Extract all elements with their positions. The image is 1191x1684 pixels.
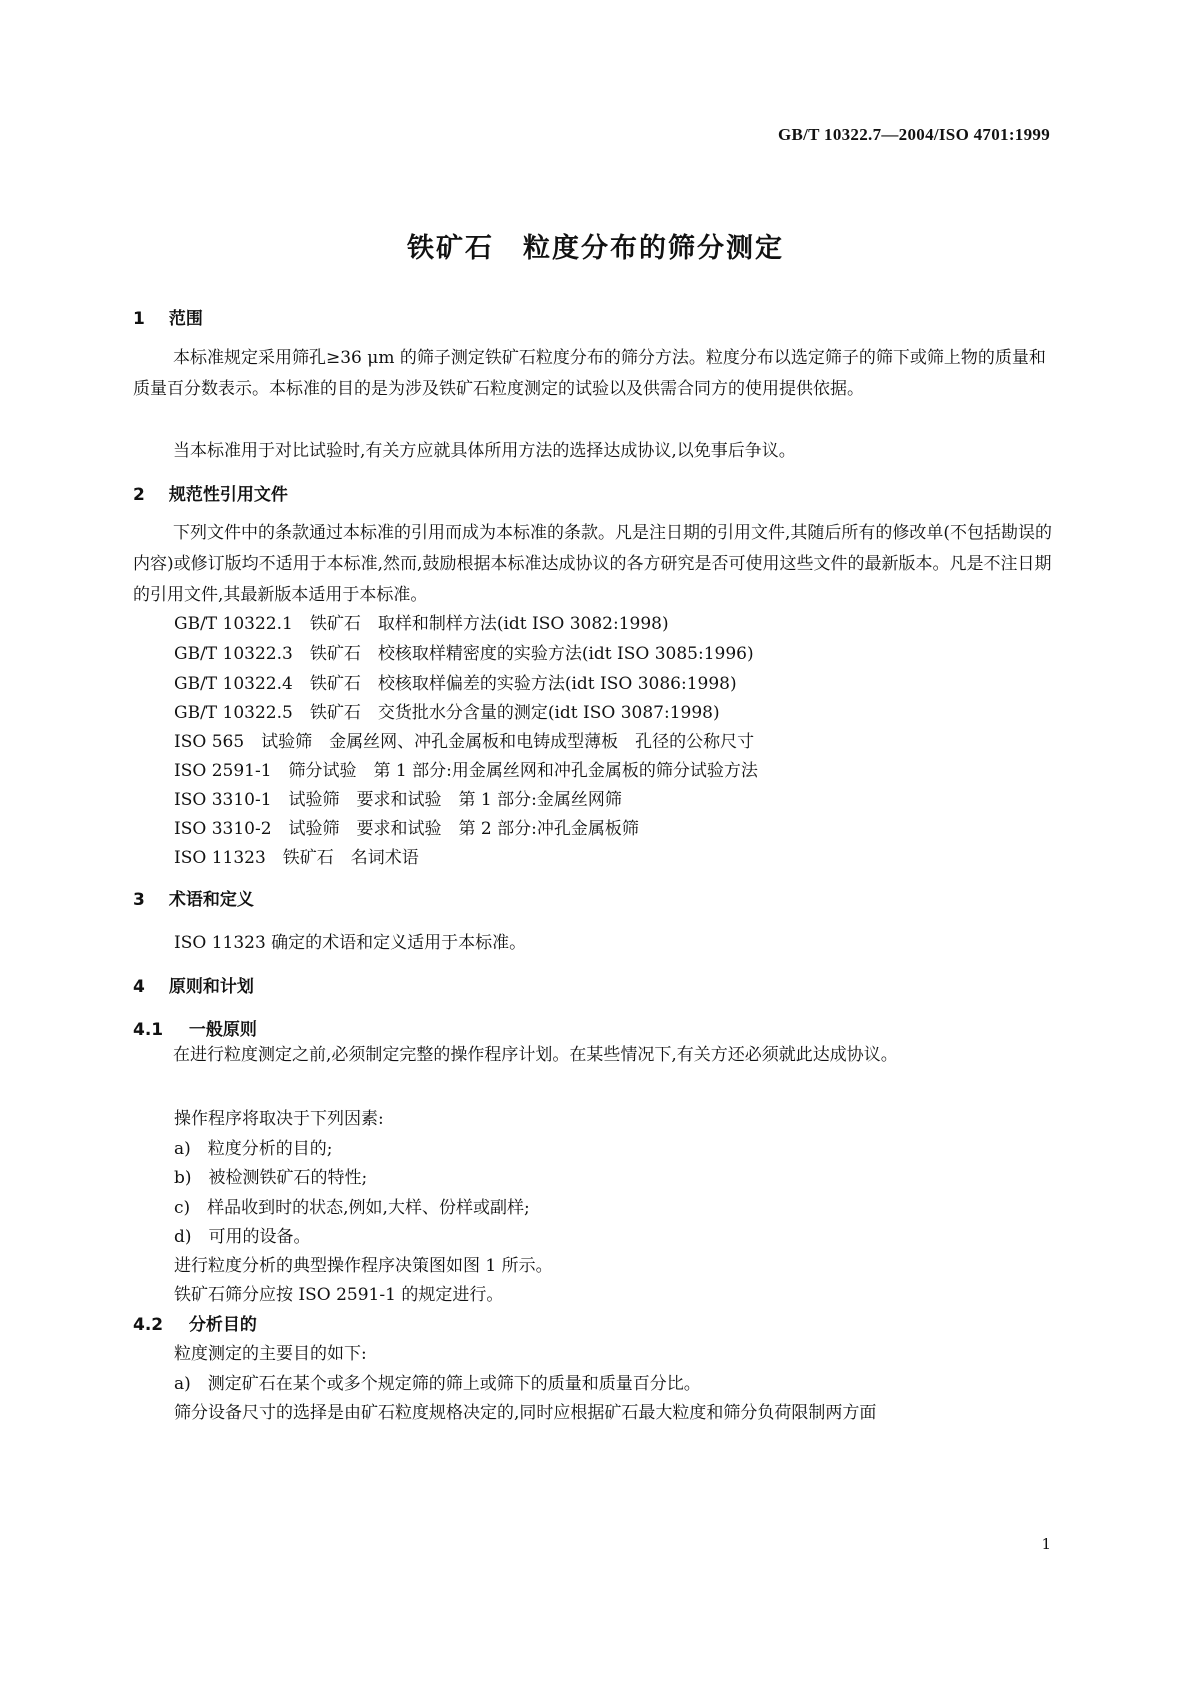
section-4-2-heading (133, 1310, 257, 1335)
section-number: 4 (133, 977, 145, 997)
section-1-paragraph-1: 本标准规定采用筛孔≥36 μm 的筛子测定铁矿石粒度分布的筛分方法。粒度分布以选定筛子的筛下或筛上物的质量和质量百分数表示。本标准的目的是为涉及铁矿石粒度测定的试验以及供需合同方的使用提供依据。 (133, 348, 1046, 399)
section-number: 4.2 (133, 1315, 164, 1335)
section-title: 分析目的 (188, 1315, 257, 1335)
section-4-2-paragraph-2: 筛分设备尺寸的选择是由矿石粒度规格决定的,同时应根据矿石最大粒度和筛分负荷限制两方面 (174, 1403, 877, 1423)
list-item: c) 样品收到时的状态,例如,大样、份样或副样; (174, 1198, 530, 1218)
list-item: b) 被检测铁矿石的特性; (174, 1168, 368, 1188)
list-item: a) 测定矿石在某个或多个规定筛的筛上或筛下的质量和质量百分比。 (174, 1374, 701, 1394)
section-4-2-paragraph-1: 粒度测定的主要目的如下: (174, 1344, 367, 1364)
section-title: 术语和定义 (168, 890, 254, 910)
section-number: 1 (133, 309, 145, 329)
reference-item: ISO 565 试验筛 金属丝网、冲孔金属板和电铸成型薄板 孔径的公称尺寸 (174, 732, 755, 752)
reference-item: ISO 11323 铁矿石 名词术语 (174, 848, 419, 868)
section-number: 4.1 (133, 1020, 164, 1040)
section-title: 范围 (168, 309, 203, 329)
reference-item: GB/T 10322.3 铁矿石 校核取样精密度的实验方法(idt ISO 3085:1996) (174, 644, 754, 664)
reference-item: ISO 3310-2 试验筛 要求和试验 第 2 部分:冲孔金属板筛 (174, 819, 639, 839)
reference-item: ISO 2591-1 筛分试验 第 1 部分:用金属丝网和冲孔金属板的筛分试验方法 (174, 761, 758, 781)
reference-item: GB/T 10322.4 铁矿石 校核取样偏差的实验方法(idt ISO 3086:1998) (174, 674, 737, 694)
list-item: a) 粒度分析的目的; (174, 1139, 333, 1159)
section-title: 一般原则 (188, 1020, 257, 1040)
section-4-1-paragraph-3: 进行粒度分析的典型操作程序决策图如图 1 所示。 (174, 1256, 553, 1276)
section-3-paragraph-1: ISO 11323 确定的术语和定义适用于本标准。 (174, 933, 527, 953)
section-4-1-paragraph-1: 在进行粒度测定之前,必须制定完整的操作程序计划。在某些情况下,有关方还必须就此达成协议。 (173, 1045, 898, 1065)
reference-item: ISO 3310-1 试验筛 要求和试验 第 1 部分:金属丝网筛 (174, 790, 622, 810)
section-2-paragraph-1: 下列文件中的条款通过本标准的引用而成为本标准的条款。凡是注日期的引用文件,其随后所有的修改单(不包括勘误的内容)或修订版均不适用于本标准,然而,鼓励根据本标准达成协议的各方研究是否可使用这些文件的最新版本。凡是不注日期的引用文件,其最新版本适用于本标准。 (133, 523, 1053, 605)
section-4-1-heading (133, 1015, 257, 1040)
section-3-heading (133, 885, 254, 910)
section-title: 规范性引用文件 (168, 485, 288, 505)
reference-item: GB/T 10322.5 铁矿石 交货批水分含量的测定(idt ISO 3087:1998) (174, 703, 720, 723)
section-2-heading (133, 480, 288, 505)
section-title: 原则和计划 (168, 977, 254, 997)
section-1-heading (133, 304, 203, 329)
section-4-heading (133, 972, 254, 997)
section-1-paragraph-2: 当本标准用于对比试验时,有关方应就具体所用方法的选择达成协议,以免事后争议。 (173, 441, 796, 461)
document-title: 铁矿石 粒度分布的筛分测定 (407, 233, 784, 264)
section-4-1-paragraph-4: 铁矿石筛分应按 ISO 2591-1 的规定进行。 (174, 1285, 504, 1305)
page-number: 1 (1041, 1535, 1051, 1553)
section-4-1-paragraph-2: 操作程序将取决于下列因素: (174, 1109, 384, 1129)
reference-item: GB/T 10322.1 铁矿石 取样和制样方法(idt ISO 3082:1998) (174, 614, 669, 634)
section-number: 3 (133, 890, 145, 910)
standard-code: GB/T 10322.7—2004/ISO 4701:1999 (777, 125, 1050, 144)
list-item: d) 可用的设备。 (174, 1227, 311, 1247)
section-number: 2 (133, 485, 145, 505)
